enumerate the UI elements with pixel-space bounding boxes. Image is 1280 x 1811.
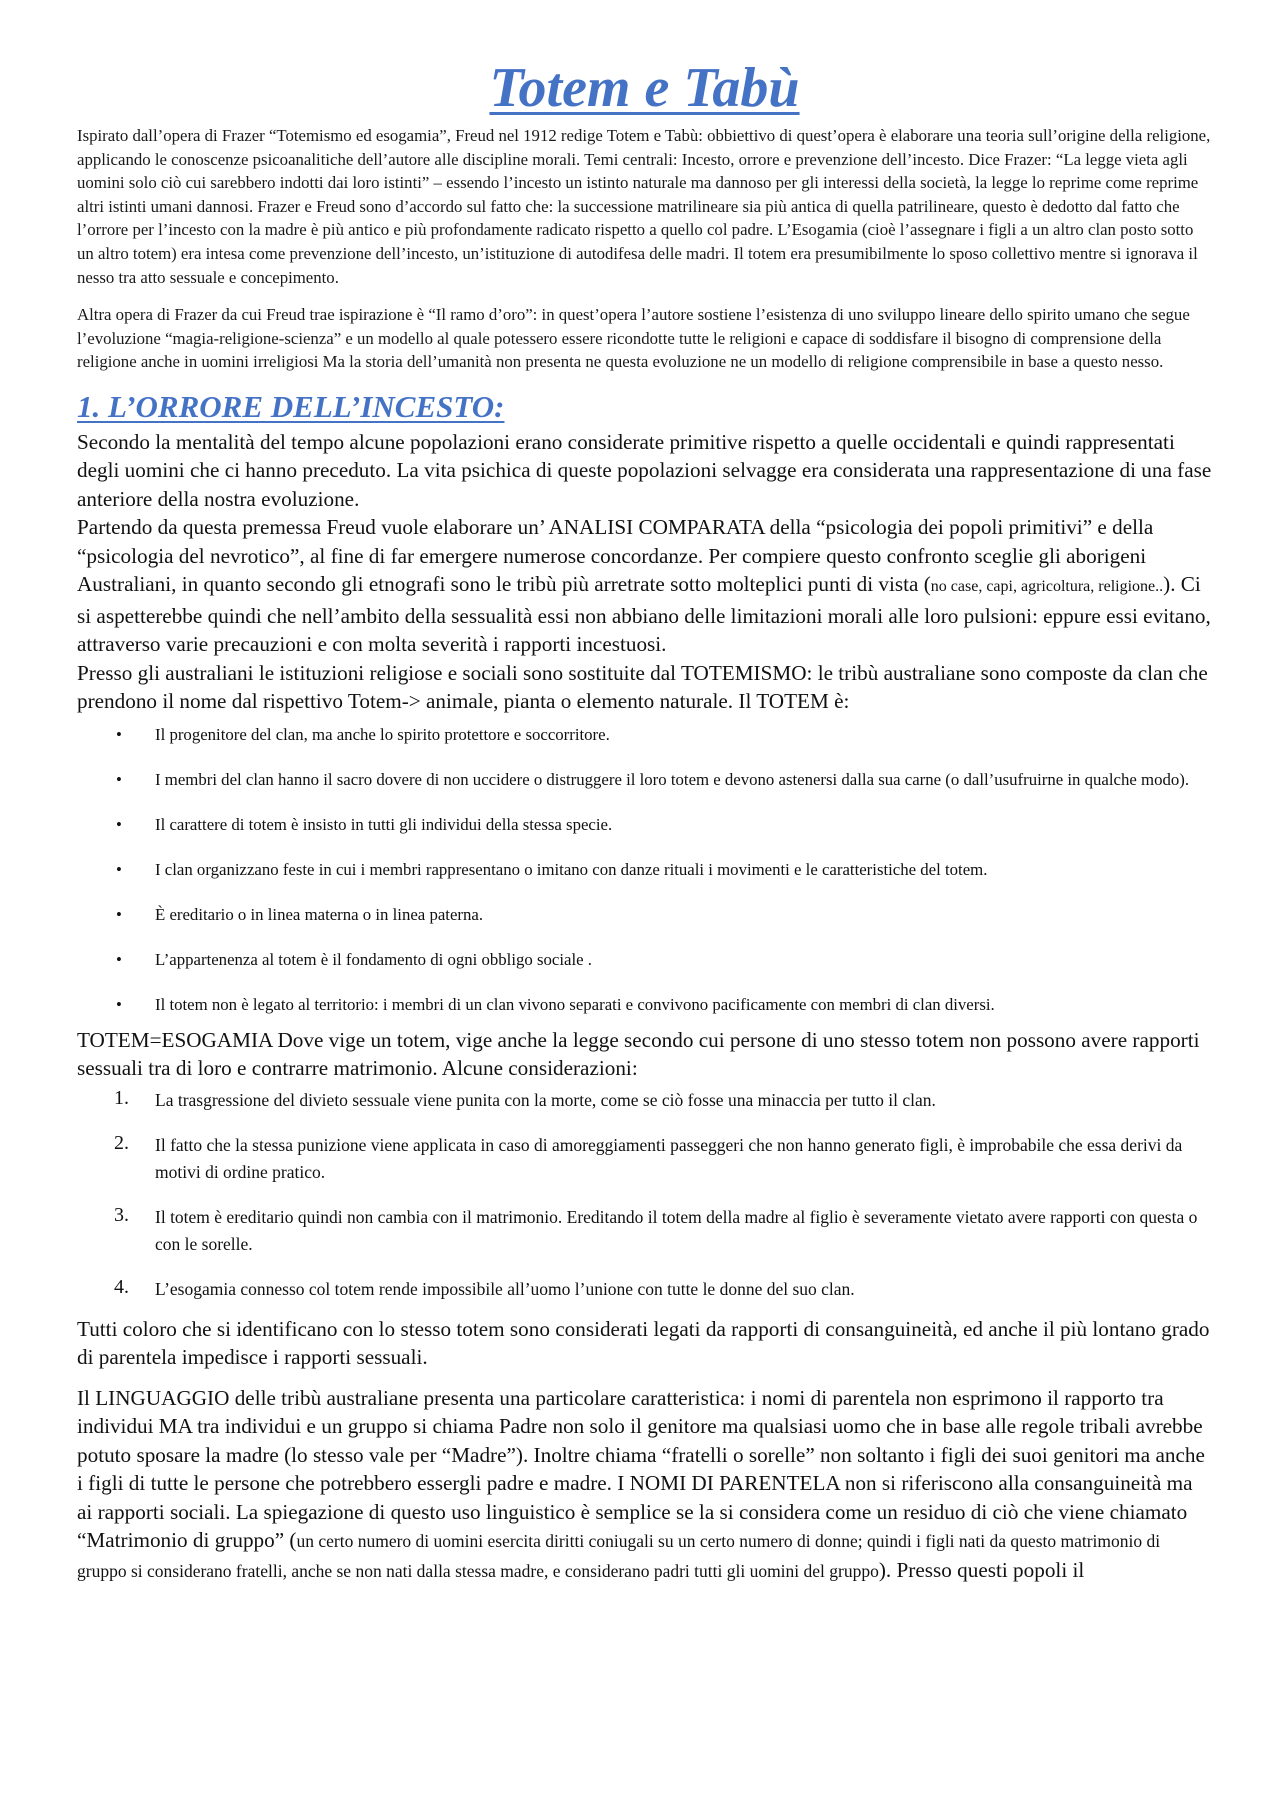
paragraph-6-text-b: ). Presso questi popoli il <box>878 1557 1085 1582</box>
section-paragraph-1: Secondo la mentalità del tempo alcune popolazioni erano considerate primitive rispetto a quelle occidentali e quindi rappresentati degli uomini che ci hanno preceduto. La vita psichica di queste popolazioni selvagge era considerata una rappresentazione di una fase anteriore della nostra evoluzione. <box>77 429 1212 511</box>
bullet-icon: • <box>116 724 122 744</box>
list-number: 1. <box>114 1086 129 1109</box>
bullet-icon: • <box>116 904 122 924</box>
list-item: • Il progenitore del clan, ma anche lo spirito protettore e soccorritore. <box>77 722 1212 748</box>
intro-paragraph-1: Ispirato dall’opera di Frazer “Totemismo ed esogamia”, Freud nel 1912 redige Totem e Tabù: obbiettivo di quest’opera è elaborare una teoria sull’origine della religione, applicando le conoscenze psicoanalitiche dell’autore alle discipline morali. Temi centrali: Incesto, orrore e prevenzione dell’incesto. Dice Frazer: “La legge vieta agli uomini solo ciò cui sarebbero indotti dai loro istinti” – essendo l’incesto un istinto naturale ma dannoso per gli interessi della società, la legge lo reprime come reprime altri istinti umani dannosi. Frazer e Freud sono d’accordo sul fatto che: la successione matrilineare sia più antica di quella patrilineare, questo è dedotto dal fatto che l’orrore per l’incesto con la madre è più antico e più profondamente radicato rispetto a quello col padre. L’Esogamia (cioè l’assegnare i figli a un altro clan posto sotto un altro totem) era intesa come prevenzione dell’incesto, un’istituzione di autodifesa delle madri. Il totem era presumibilmente lo sposo collettivo mentre si ignorava il nesso tra atto sessuale e concepimento. <box>77 126 1211 287</box>
list-item: 1. La trasgressione del divieto sessuale viene punita con la morte, come se ciò fosse una minaccia per tutto il clan. <box>114 1086 936 1110</box>
document-page <box>77 56 1212 1585</box>
bullet-icon: • <box>116 814 122 834</box>
paragraph-6-text-a: Il LINGUAGGIO delle tribù australiane presenta una particolare caratteristica: i nomi di parentela non esprimono il rapporto tra individui MA tra individui e un gruppo si chiama Padre non solo il genitore ma qualsiasi uomo che in base alle regole tribali avrebbe potuto sposare la madre (lo stesso vale per “Madre”). Inoltre chiama “fratelli o sorelle” non soltanto i figli dei suoi genitori ma anche i figli di tutte le persone che potrebbero essergli padre e madre. I NOMI DI PARENTELA non si riferiscono alla consanguineità ma ai rapporti sociali. La spiegazione di questo uso linguistico è semplice se la si considera come un residuo di ciò che viene chiamato “Matrimonio di gruppo” ( <box>77 1385 1205 1553</box>
intro-paragraph-2: Altra opera di Frazer da cui Freud trae ispirazione è “Il ramo d’oro”: in quest’opera l’autore sostiene l’esistenza di uno sviluppo lineare dello spirito umano che segue l’evoluzione “magia-religione-scienza” e un modello al quale potessero essere ricondotte tutte le religioni e capace di soddisfare il bisogno di comprensione della religione anche in uomini irreligiosi Ma la storia dell’umanità non presenta ne questa evoluzione ne un modello di religione comprensibile in base a questo nesso. <box>77 305 1190 372</box>
bullet-icon: • <box>116 769 122 789</box>
list-number: 2. <box>114 1132 129 1155</box>
section-paragraph-6 <box>77 1384 1212 1586</box>
bullet-icon: • <box>116 994 122 1014</box>
section-paragraph-3: Presso gli australiani le istituzioni religiose e sociali sono sostituite dal TOTEMISMO: le tribù australiane sono composte da clan che prendono il nome dal rispettivo Totem-> animale, pianta o elemento naturale. Il TOTEM è: <box>77 660 1208 714</box>
list-item: 3. Il totem è ereditario quindi non cambia con il matrimonio. Ereditando il totem della madre al figlio è severamente vietato avere rapporti con questa o con le sorelle. <box>114 1204 1198 1254</box>
list-item: • L’appartenenza al totem è il fondamento di ogni obbligo sociale . <box>77 947 1212 973</box>
paragraph-2-text-a: Partendo da questa premessa Freud vuole elaborare un’ ANALISI COMPARATA della “psicologia dei popoli primitivi” e della “psicologia del nevrotico”, al fine di far emergere numerose concordanze. Per compiere questo confronto sceglie gli aborigeni Australiani, in quanto secondo gli etnografi sono le tribù più arretrate sotto molteplici punti di vista ( <box>77 515 1154 597</box>
paragraph-2-text-b: ). Ci si aspetterebbe quindi che nell’ambito della sessualità essi non abbiano delle limitazioni morali alle loro pulsioni: eppure essi evitano, attraverso varie precauzioni e con molta severità i rapporti incestuosi. <box>77 572 1211 657</box>
section-heading: 1. L’ORRORE DELL’INCESTO: <box>77 388 505 424</box>
list-number: 3. <box>114 1204 129 1227</box>
section-paragraph-2 <box>77 513 1212 659</box>
list-item: 4. L’esogamia connesso col totem rende impossibile all’uomo l’unione con tutte le donne del suo clan. <box>114 1276 855 1300</box>
section-paragraph-4: TOTEM=ESOGAMIA Dove vige un totem, vige anche la legge secondo cui persone di uno stesso totem non possono avere rapporti sessuali tra di loro e contrarre matrimonio. Alcune considerazioni: <box>77 1027 1200 1081</box>
list-item: • I clan organizzano feste in cui i membri rappresentano o imitano con danze rituali i movimenti e le caratteristiche del totem. <box>77 857 1212 883</box>
list-item: • È ereditario o in linea materna o in linea paterna. <box>77 902 1212 928</box>
totem-bullet-list <box>77 722 1212 1018</box>
paragraph-6-aside: un certo numero di uomini esercita diritti coniugali su un certo numero di donne; quindi i figli nati da questo matrimonio di gruppo si considerano fratelli, anche se non nati dalla stessa madre, e considerano padri tutti gli uomini del gruppo <box>77 1531 1161 1581</box>
list-number: 4. <box>114 1276 129 1299</box>
list-item: • I membri del clan hanno il sacro dovere di non uccidere o distruggere il loro totem e devono astenersi dalla sua carne (o dall’usufruirne in qualche modo). <box>77 767 1212 793</box>
paragraph-2-aside: no case, capi, agricoltura, religione.. <box>930 578 1164 596</box>
list-item: • Il totem non è legato al territorio: i membri di un clan vivono separati e convivono pacificamente con membri di clan diversi. <box>77 992 1212 1018</box>
considerations-list <box>77 1087 1212 1303</box>
list-item: • Il carattere di totem è insisto in tutti gli individui della stessa specie. <box>77 812 1212 838</box>
section-paragraph-5: Tutti coloro che si identificano con lo stesso totem sono considerati legati da rapporti di consanguineità, ed anche il più lontano grado di parentela impedisce i rapporti sessuali. <box>77 1316 1210 1370</box>
bullet-icon: • <box>116 859 122 879</box>
list-item: 2. Il fatto che la stessa punizione viene applicata in caso di amoreggiamenti passeggeri che non hanno generato figli, è improbabile che essa derivi da motivi di ordine pratico. <box>114 1132 1183 1182</box>
bullet-icon: • <box>116 949 122 969</box>
page-title: Totem e Tabù <box>489 57 800 119</box>
